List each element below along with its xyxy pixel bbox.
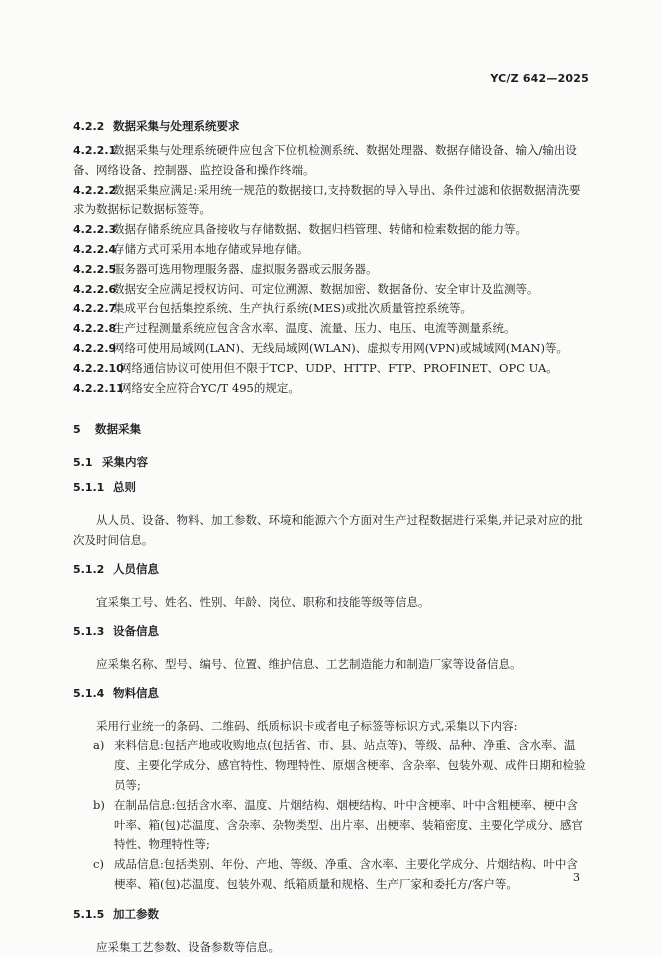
- clause-number: 4.2.2.3: [73, 223, 117, 237]
- clause: [73, 339, 587, 359]
- list-item: [73, 736, 587, 795]
- list-item: [73, 855, 587, 895]
- section-5-1-5-heading: [73, 904, 587, 925]
- clause: [73, 220, 587, 240]
- clause-text: 数据采集与处理系统硬件应包含下位机检测系统、数据处理器、数据存储设备、输入/输出设备、网络设备、控制器、监控设备和操作终端。: [73, 143, 577, 177]
- paragraph: 从人员、设备、物料、加工参数、环境和能源六个方面对生产过程数据进行采集,并记录对应的批次及时间信息。: [73, 513, 583, 548]
- list-item-label: c): [93, 857, 104, 872]
- section-title: 物料信息: [113, 686, 159, 701]
- section-number: 5.1.4: [73, 687, 105, 701]
- clause-number: 4.2.2.7: [73, 302, 117, 316]
- section-title: 采集内容: [102, 455, 148, 470]
- clause-text: 集成平台包括集控系统、生产执行系统(MES)或批次质量管控系统等。: [113, 301, 473, 316]
- section-number: 5.1.1: [73, 481, 105, 495]
- clause: [73, 319, 587, 339]
- paragraph: 采用行业统一的条码、二维码、纸质标识卡或者电子标签等标识方式,采集以下内容:: [96, 719, 518, 734]
- clause-number: 4.2.2.10: [73, 361, 124, 375]
- section-title: 数据采集: [95, 422, 141, 437]
- clause: [73, 299, 587, 319]
- clause-number: 4.2.2.5: [73, 262, 117, 276]
- clause-text: 服务器可选用物理服务器、虚拟服务器或云服务器。: [113, 261, 378, 276]
- clause-text: 存储方式可采用本地存储或异地存储。: [113, 241, 309, 256]
- clause: [73, 359, 587, 379]
- clause-number: 4.2.2.9: [73, 341, 117, 355]
- document-code: YC/Z 642—2025: [490, 72, 589, 85]
- clause: [73, 260, 587, 280]
- clause-number: 4.2.2.1: [73, 144, 117, 157]
- clause-number: 4.2.2.8: [73, 322, 117, 336]
- material-info-list: [73, 736, 587, 894]
- paragraph: 应采集名称、型号、编号、位置、维护信息、工艺制造能力和制造厂家等设备信息。: [96, 657, 522, 672]
- clause-text: 生产过程测量系统应包含含水率、温度、流量、压力、电压、电流等测量系统。: [113, 321, 516, 336]
- clause-number: 4.2.2.6: [73, 282, 117, 296]
- clause-number: 4.2.2.4: [73, 242, 117, 256]
- list-item-text: 来料信息:包括产地或收购地点(包括省、市、县、站点等)、等级、品种、净重、含水率、温度、主要化学成分、感官特性、物理特性、原烟含梗率、含杂率、包装外观、成件日期和检验员等;: [114, 738, 586, 792]
- section-5-1-4-heading: [73, 683, 587, 704]
- section-4-2-2-clauses: [73, 141, 587, 398]
- clause-text: 数据采集应满足:采用统一规范的数据接口,支持数据的导入导出、条件过滤和依据数据清洗要求为数据标记数据标签等。: [73, 182, 581, 217]
- paragraph: 宜采集工号、姓名、性别、年龄、岗位、职称和技能等级等信息。: [96, 595, 430, 610]
- document-body: [73, 116, 587, 957]
- section-4-2-2-heading: [73, 116, 587, 137]
- section-title: 加工参数: [113, 906, 159, 921]
- clause-text: 网络通信协议可使用但不限于TCP、UDP、HTTP、FTP、PROFINET、OPC UA。: [120, 360, 558, 375]
- clause-text: 数据存储系统应具备接收与存储数据、数据归档管理、转储和检索数据的能力等。: [113, 222, 527, 237]
- clause-text: 网络安全应符合YC/T 495的规定。: [120, 380, 300, 395]
- clause-text: 网络可使用局域网(LAN)、无线局域网(WLAN)、虚拟专用网(VPN)或城域网(MAN)等。: [113, 340, 568, 355]
- section-5-1-2-heading: [73, 559, 587, 580]
- list-item: [73, 796, 587, 855]
- clause: [73, 379, 587, 399]
- section-title: 人员信息: [113, 562, 159, 577]
- section-5-1-heading: [73, 452, 587, 473]
- list-item-text: 在制品信息:包括含水率、温度、片烟结构、烟梗结构、叶中含梗率、叶中含粗梗率、梗中含叶率、箱(包)芯温度、含杂率、杂物类型、出片率、出梗率、装箱密度、主要化学成分、感官特性、物理特性等;: [114, 797, 583, 852]
- clause: [73, 141, 587, 181]
- section-title: 设备信息: [113, 624, 159, 639]
- section-number: 5: [73, 423, 81, 437]
- section-number: 5.1.2: [73, 563, 105, 577]
- clause-number: 4.2.2.2: [73, 183, 117, 197]
- section-number: 5.1: [73, 456, 93, 470]
- section-title: 数据采集与处理系统要求: [113, 119, 240, 133]
- section-5-1-3-heading: [73, 621, 587, 642]
- clause: [73, 181, 587, 221]
- list-item-label: a): [93, 738, 105, 753]
- clause: [73, 240, 587, 260]
- section-number: 5.1.5: [73, 907, 105, 921]
- page-number: 3: [573, 871, 580, 884]
- section-5-heading: [73, 419, 587, 440]
- clause: [73, 280, 587, 300]
- list-item-text: 成品信息:包括类别、年份、产地、等级、净重、含水率、主要化学成分、片烟结构、叶中含梗率、箱(包)芯温度、包装外观、纸箱质量和规格、生产厂家和委托方/客户等。: [114, 857, 578, 891]
- clause-number: 4.2.2.11: [73, 381, 124, 395]
- clause-text: 数据安全应满足授权访问、可定位溯源、数据加密、数据备份、安全审计及监测等。: [113, 281, 539, 296]
- section-number: 5.1.3: [73, 625, 105, 639]
- section-number: 4.2.2: [73, 120, 105, 133]
- section-title: 总则: [113, 480, 136, 495]
- paragraph: 应采集工艺参数、设备参数等信息。: [96, 939, 280, 954]
- list-item-label: b): [93, 797, 105, 812]
- section-5-1-1-heading: [73, 477, 587, 498]
